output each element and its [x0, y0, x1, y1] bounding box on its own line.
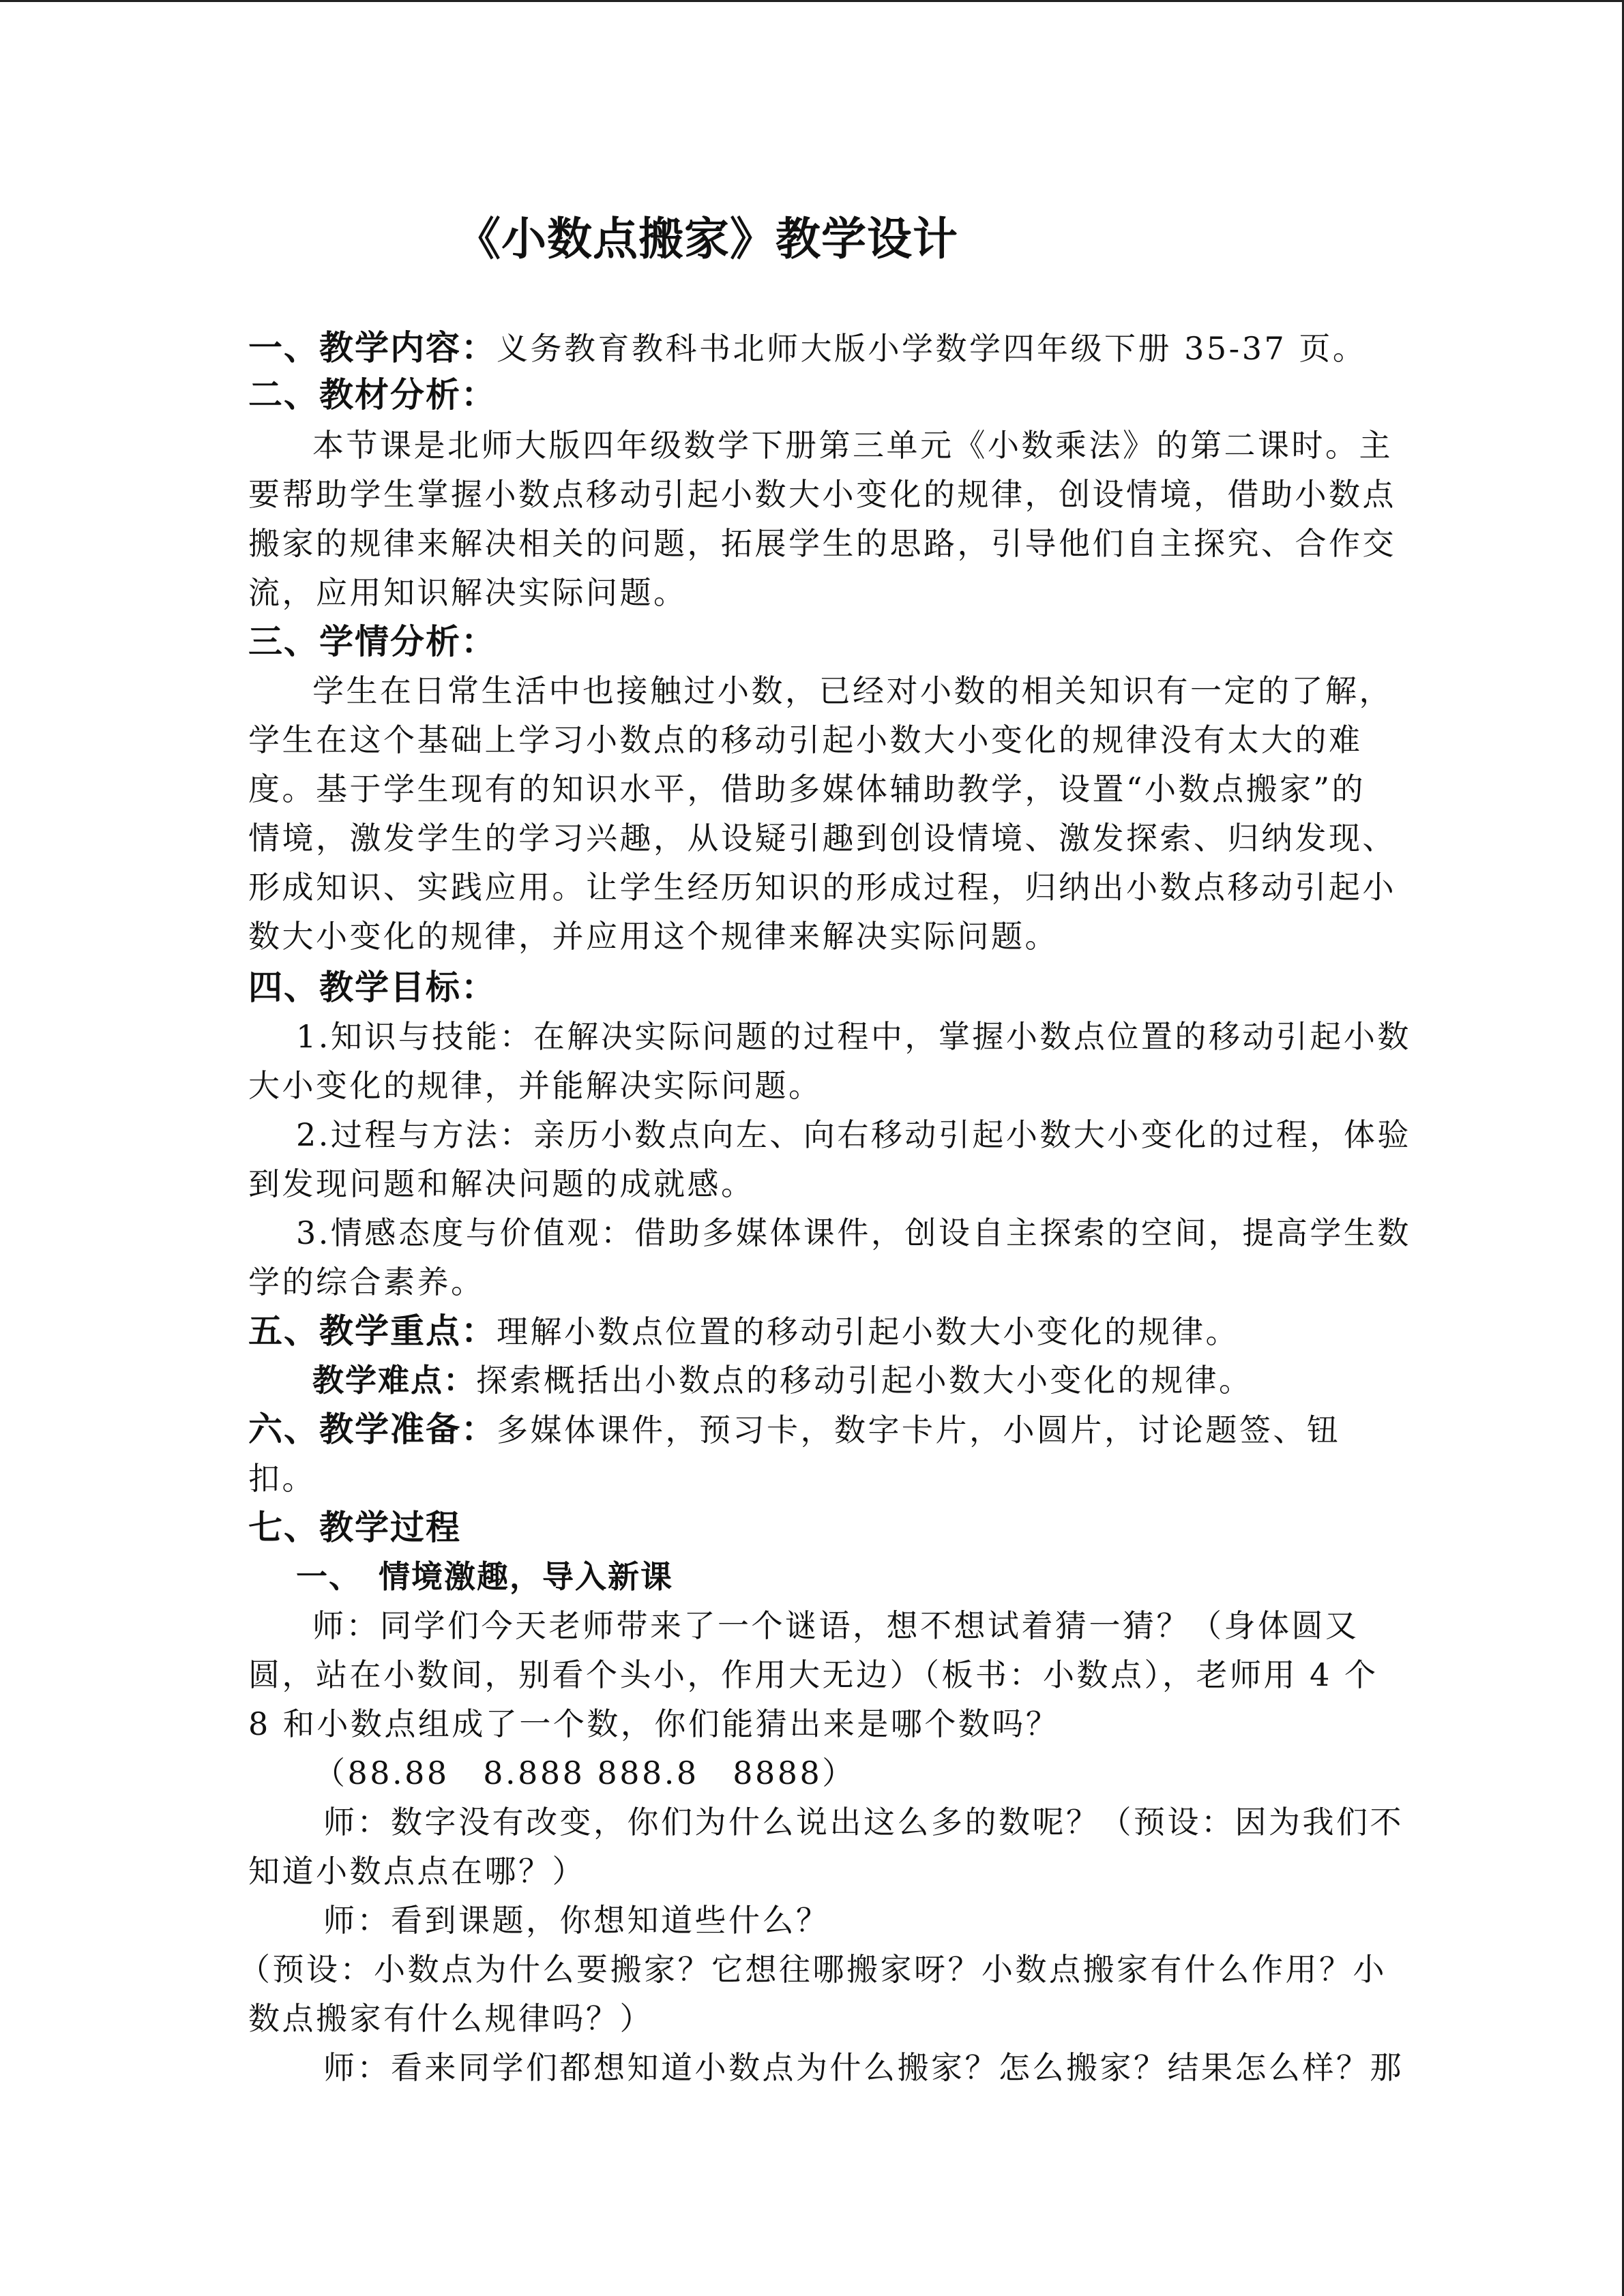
section-heading: 一、教学内容：: [248, 328, 497, 368]
objective-line: 3.情感态度与价值观：借助多媒体课件，创设自主探索的空间，提高学生数: [296, 1214, 1411, 1251]
paragraph-line: 流，应用知识解决实际问题。: [248, 574, 688, 611]
paragraph-line: 师：看到课题，你想知道些什么？: [323, 1902, 830, 1939]
paragraph-line: （预设：小数点为什么要搬家？它想往哪搬家呀？小数点搬家有什么作用？小: [239, 1951, 1387, 1988]
section-text: 义务教育教科书北师大版小学数学四年级下册 35-37 页。: [497, 330, 1367, 367]
paragraph-line: 知道小数点点在哪？）: [248, 1853, 586, 1890]
paragraph-line: 搬家的规律来解决相关的问题，拓展学生的思路，引导他们自主探究、合作交: [248, 525, 1396, 562]
paragraph-line: 圆，站在小数间，别看个头小，作用大无边）（板书：小数点），老师用 4 个: [248, 1656, 1378, 1693]
section-content: [248, 1356, 1445, 1405]
paragraph-line: 度。基于学生现有的知识水平，借助多媒体辅助教学，设置“小数点搬家”的: [248, 771, 1366, 807]
paragraph-line: 要帮助学生掌握小数点移动引起小数大小变化的规律，创设情境，借助小数点: [248, 476, 1396, 513]
section-heading: 二、教材分析：: [248, 375, 497, 415]
objective-line: 学的综合素养。: [248, 1264, 485, 1300]
objective-line: 到发现问题和解决问题的成就感。: [248, 1165, 755, 1202]
section-text: 理解小数点位置的移动引起小数大小变化的规律。: [497, 1313, 1239, 1350]
section-content: [248, 1405, 1381, 1455]
paragraph-line: 扣。: [248, 1460, 316, 1497]
paragraph-line: 本节课是北师大版四年级数学下册第三单元《小数乘法》的第二课时。主: [312, 427, 1393, 464]
section-content: [248, 1307, 1381, 1356]
paragraph-line: 师：同学们今天老师带来了一个谜语，想不想试着猜一猜？（身体圆又: [312, 1607, 1359, 1644]
paragraph-line: 师：数字没有改变，你们为什么说出这么多的数呢？（预设：因为我们不: [323, 1804, 1404, 1840]
sub-heading: 一、 情境激趣，导入新课: [296, 1558, 673, 1595]
section-heading: 六、教学准备：: [248, 1410, 497, 1449]
paragraph-line: 8 和小数点组成了一个数，你们能猜出来是哪个数吗？: [248, 1705, 1060, 1742]
section-text: 多媒体课件，预习卡，数字卡片，小圆片，讨论题签、钮: [497, 1412, 1341, 1448]
objective-line: 大小变化的规律，并能解决实际问题。: [248, 1067, 823, 1104]
section-text: 探索概括出小数点的移动引起小数大小变化的规律。: [476, 1362, 1253, 1399]
paragraph-line: 形成知识、实践应用。让学生经历知识的形成过程，归纳出小数点移动引起小: [248, 869, 1396, 906]
objective-line: 1.知识与技能：在解决实际问题的过程中，掌握小数点位置的移动引起小数: [296, 1018, 1411, 1055]
paragraph-line: 学生在日常生活中也接触过小数，已经对小数的相关知识有一定的了解，: [312, 672, 1393, 709]
paragraph-line: 数大小变化的规律，并应用这个规律来解决实际问题。: [248, 918, 1059, 955]
page-title: 《小数点搬家》教学设计: [456, 212, 958, 265]
section-content: [248, 323, 1381, 373]
paragraph-line: 情境，激发学生的学习兴趣，从设疑引趣到创设情境、激发探索、归纳发现、: [248, 820, 1396, 856]
paragraph-line: 学生在这个基础上学习小数点的移动引起小数大小变化的规律没有太大的难: [248, 721, 1363, 758]
section-heading: 三、学情分析：: [248, 622, 497, 661]
sub-heading: 教学难点：: [312, 1362, 476, 1399]
section-heading: 五、教学重点：: [248, 1311, 497, 1351]
page-border-top: [0, 0, 1624, 2]
paragraph-line: 数点搬家有什么规律吗？）: [248, 2000, 653, 2037]
paragraph-line: （88.88 8.888 888.8 8888）: [314, 1755, 856, 1791]
paragraph-line: 师：看来同学们都想知道小数点为什么搬家？怎么搬家？结果怎么样？那: [323, 2049, 1404, 2086]
section-heading: 七、教学过程: [248, 1508, 461, 1547]
section-heading: 四、教学目标：: [248, 968, 497, 1007]
objective-line: 2.过程与方法：亲历小数点向左、向右移动引起小数大小变化的过程，体验: [296, 1116, 1411, 1153]
